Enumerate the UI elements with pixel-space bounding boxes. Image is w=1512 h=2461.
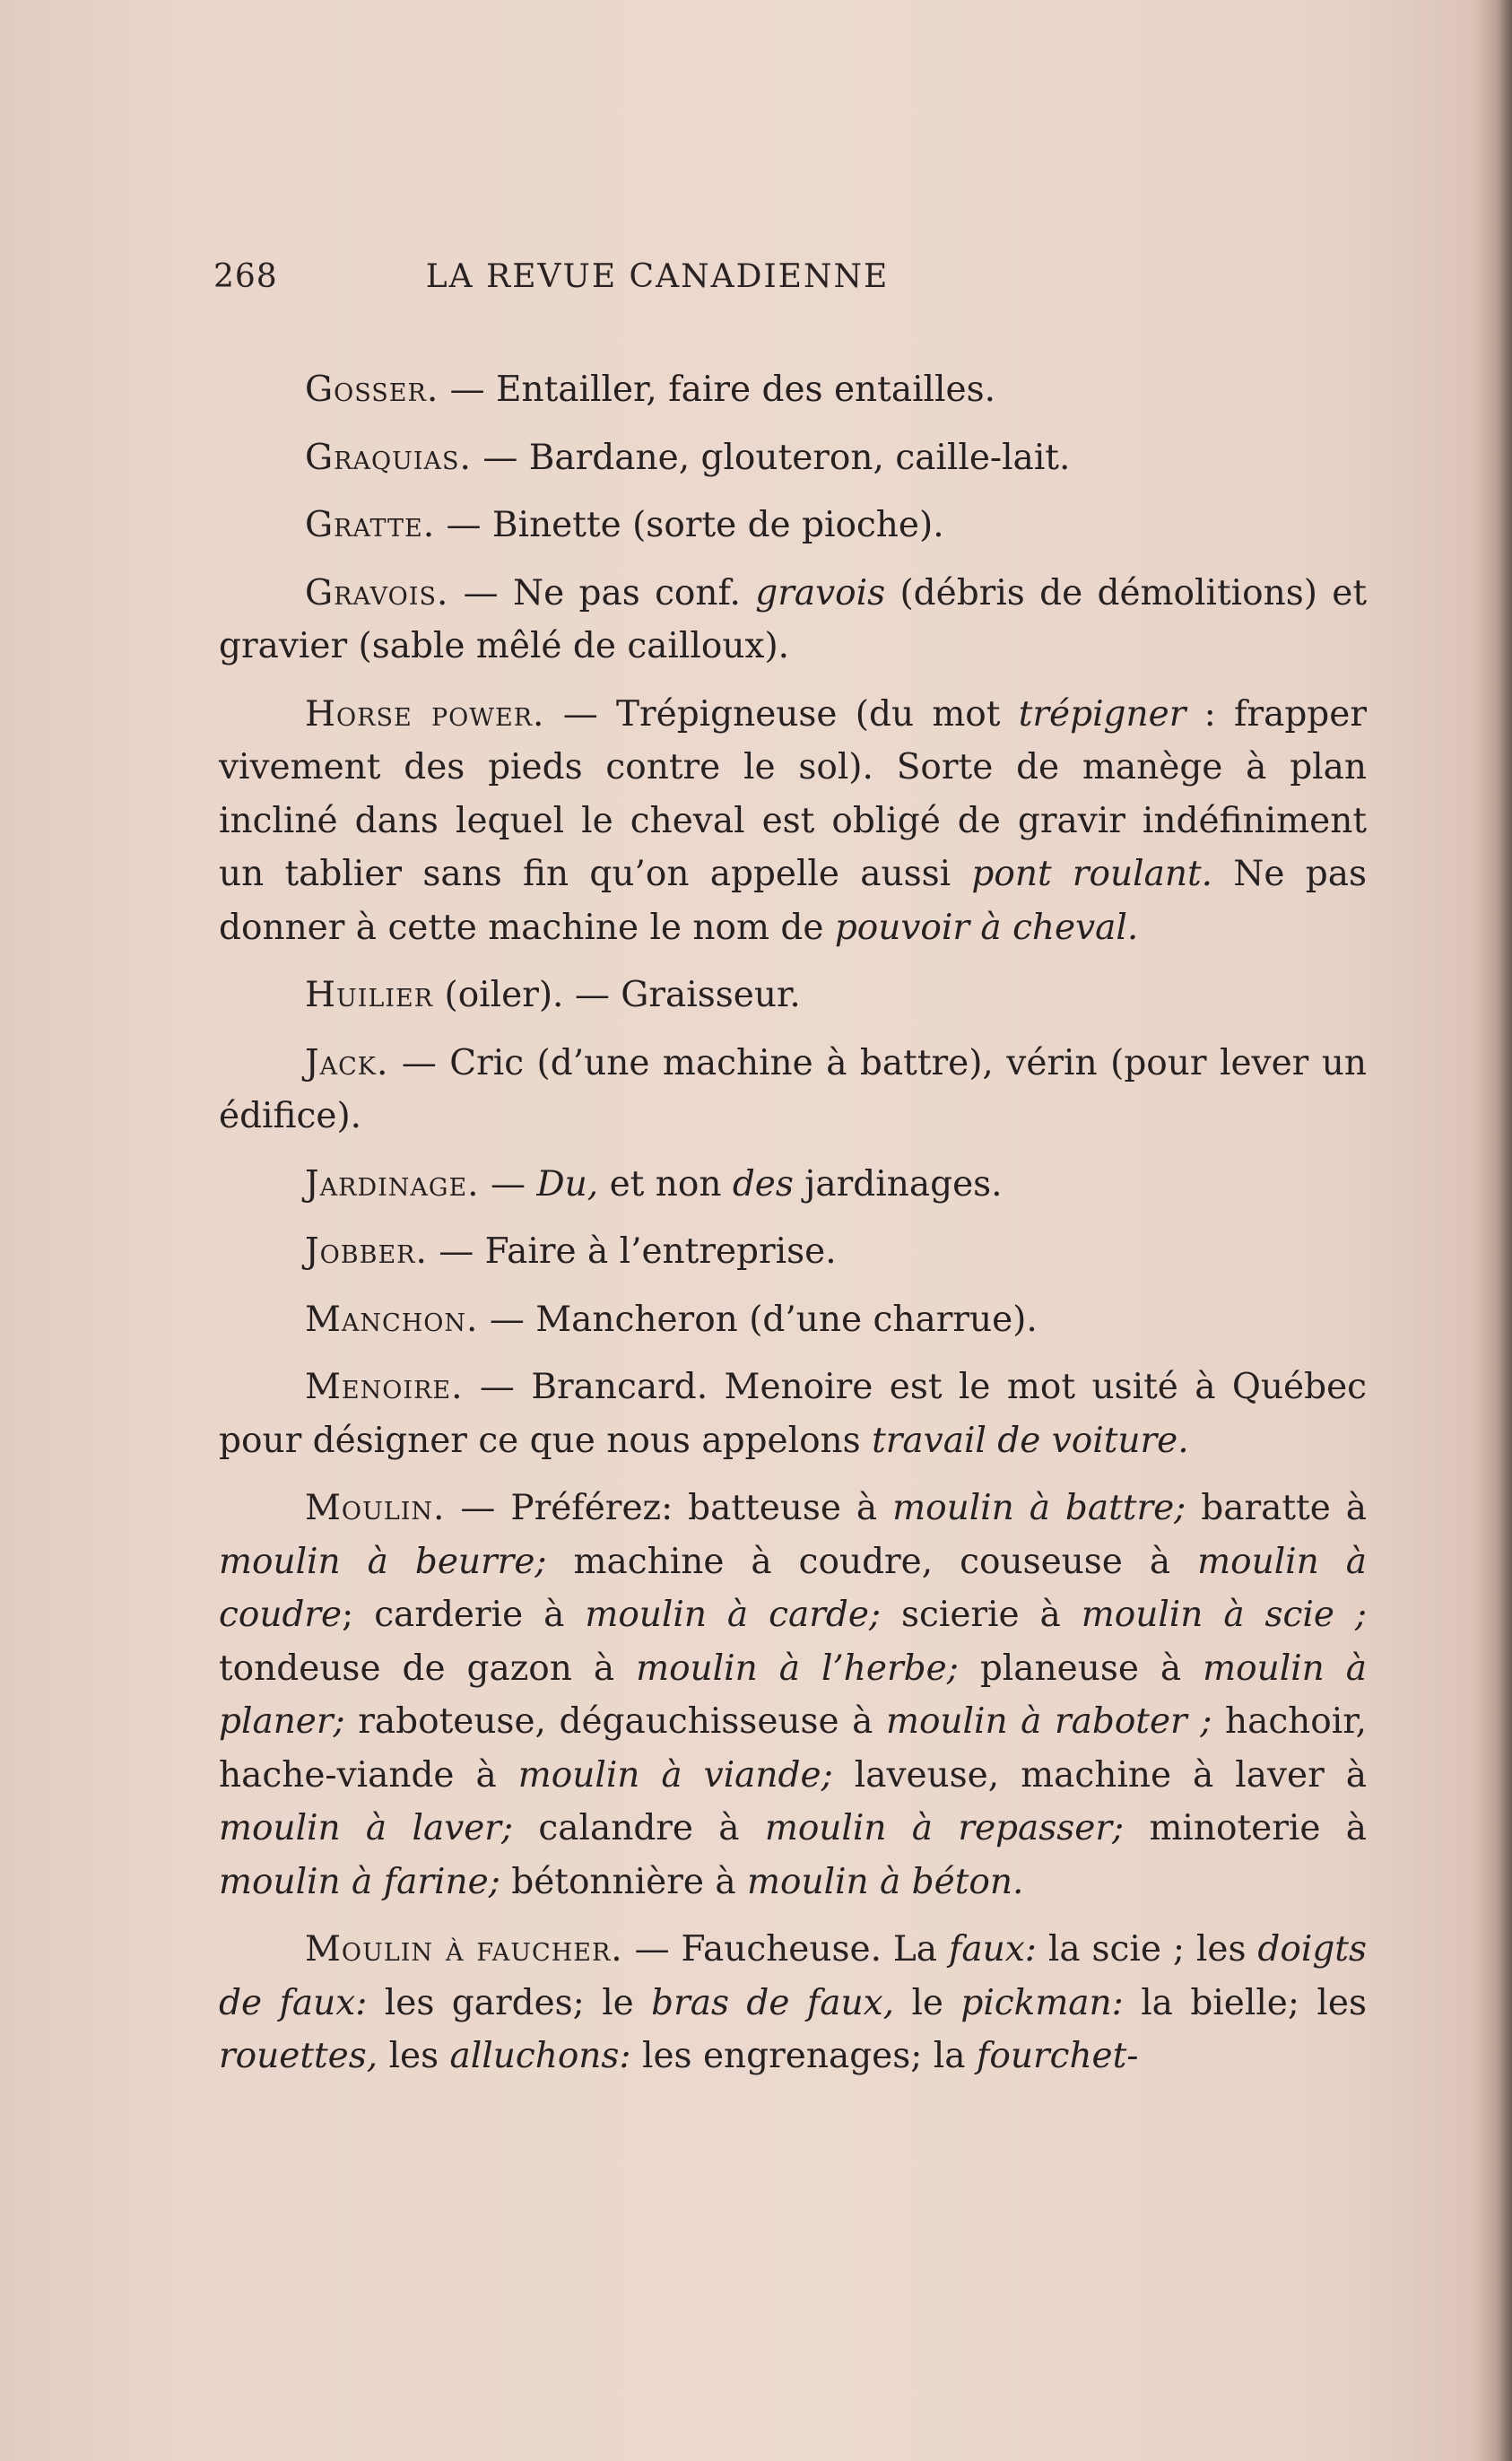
entry-italic-text: moulin à planer; — [219, 1648, 1367, 1742]
entry-italic-text: moulin à battre; — [892, 1488, 1186, 1528]
entry-text: la bielle; les — [1123, 1982, 1367, 2023]
entry-term: Gratte. — [305, 505, 436, 545]
glossary-entry — [219, 688, 1367, 955]
entry-italic-text: trépigner — [1018, 693, 1186, 735]
entry-text: — Ne pas conf. — [448, 572, 756, 613]
entry-italic-text: doigts de faux: — [219, 1929, 1367, 2023]
entry-term: Graquias. — [305, 437, 472, 478]
entry-italic-text: moulin à scie ; — [1081, 1595, 1367, 1635]
entry-text: baratte à — [1186, 1488, 1367, 1528]
entry-text: — Faucheuse. La — [622, 1929, 949, 1970]
entry-text: — Entailler, faire des entailles. — [439, 370, 995, 410]
entry-italic-text: pont roulant. — [971, 854, 1213, 894]
glossary-entry — [219, 1361, 1367, 1467]
entry-term: Gosser. — [305, 370, 439, 410]
entry-term: Jardinage. — [305, 1163, 480, 1204]
entry-term: Jobber. — [305, 1231, 428, 1272]
entry-text: (oiler). — Graisseur. — [433, 975, 801, 1015]
entry-italic-text: fourchet- — [976, 2036, 1139, 2076]
entry-italic-text: rouettes, — [219, 2036, 378, 2076]
entry-text: (débris de démolitions) et gravier (sable mêlé de cailloux). — [219, 572, 1367, 666]
entry-term: Menoire. — [305, 1367, 464, 1407]
entry-text: les engrenages; la — [630, 2036, 977, 2076]
entry-text: laveuse, machine à laver à — [832, 1754, 1368, 1796]
page-number: 268 — [213, 258, 278, 295]
entry-text: minoterie à — [1124, 1808, 1367, 1848]
entry-italic-text: faux: — [948, 1929, 1037, 1970]
entry-italic-text: pickman: — [960, 1982, 1124, 2023]
entry-italic-text: moulin à carde; — [585, 1595, 882, 1635]
glossary-entry — [219, 431, 1367, 485]
entry-text: les — [378, 2036, 450, 2076]
entry-text: — Binette (sorte de pioche). — [435, 505, 944, 545]
page-header — [213, 258, 1047, 303]
entry-term: Huilier — [305, 975, 434, 1015]
glossary-entry — [219, 1158, 1367, 1212]
entry-text: planeuse à — [958, 1648, 1204, 1689]
entry-italic-text: des — [732, 1163, 794, 1204]
entry-text: hachoir, hache-viande à — [219, 1701, 1367, 1796]
entry-italic-text: alluchons: — [449, 2036, 631, 2076]
entry-text: raboteuse, dégauchisseuse à — [344, 1701, 886, 1742]
entry-term: Jack. — [305, 1042, 389, 1083]
entry-text: — Cric (d’une machine à battre), vérin (pour lever un édifice). — [219, 1042, 1367, 1136]
glossary-entry — [219, 363, 1367, 417]
entry-italic-text: pouvoir à cheval. — [834, 907, 1139, 948]
entry-text: machine à coudre, couseuse à — [546, 1541, 1198, 1582]
entry-text: calandre à — [513, 1808, 765, 1848]
entry-italic-text: Du, — [536, 1163, 599, 1204]
entry-text: bétonnière à — [500, 1861, 747, 1902]
entry-text: — Mancheron (d’une charrue). — [478, 1299, 1038, 1340]
entry-term: Horse power. — [305, 693, 545, 735]
entry-text: — Faire à l’entreprise. — [427, 1231, 837, 1272]
glossary-entry — [219, 1482, 1367, 1909]
glossary-entry — [219, 499, 1367, 552]
entry-italic-text: moulin à béton. — [746, 1861, 1024, 1902]
entry-text: les gardes; le — [367, 1982, 652, 2023]
entry-italic-text: moulin à laver; — [219, 1808, 514, 1848]
entry-italic-text: bras de faux, — [651, 1982, 895, 2023]
entry-term: Moulin à faucher. — [305, 1929, 623, 1970]
glossary-entry — [219, 567, 1367, 674]
entry-text: scierie à — [881, 1595, 1082, 1635]
entry-italic-text: moulin à l’herbe; — [636, 1648, 959, 1689]
entry-italic-text: moulin à repasser; — [764, 1808, 1125, 1848]
entry-text: — — [479, 1163, 537, 1204]
entry-text: la scie ; les — [1036, 1929, 1258, 1970]
entry-text: — Bardane, glouteron, caille-lait. — [471, 437, 1071, 478]
glossary-entry — [219, 1225, 1367, 1279]
entry-text: — Trépigneuse (du mot — [544, 693, 1019, 735]
glossary-entry — [219, 1037, 1367, 1144]
entry-text: Ne pas donner à cette machine le nom de — [219, 854, 1367, 948]
entry-text: — Préférez: batteuse à — [445, 1488, 893, 1528]
entry-italic-text: moulin à farine; — [219, 1861, 500, 1902]
entry-italic-text: gravois — [755, 572, 886, 613]
entry-term: Manchon. — [305, 1299, 479, 1340]
entry-italic-text: moulin à raboter ; — [885, 1701, 1212, 1742]
entry-text: et non — [598, 1163, 733, 1204]
glossary-entry — [219, 969, 1367, 1022]
glossary-text — [219, 363, 1367, 2098]
entry-term: Moulin. — [305, 1488, 446, 1528]
page-gutter-shadow — [1476, 0, 1512, 2461]
entry-text: — Brancard. Menoire est le mot usité à Québec pour désigner ce que nous appelons — [219, 1367, 1367, 1461]
entry-text: : frapper vivement des pieds contre le sol). Sorte de manège à plan incliné dans lequel le cheval est obligé de gravir indéfiniment un tablier sans fin qu’on appelle aussi — [219, 693, 1367, 894]
glossary-entry — [219, 1293, 1367, 1347]
entry-text: tondeuse de gazon à — [219, 1648, 637, 1689]
glossary-entry — [219, 1923, 1367, 2083]
entry-italic-text: moulin à beurre; — [219, 1541, 547, 1582]
entry-text: jardinages. — [793, 1163, 1003, 1204]
entry-text: le — [894, 1982, 961, 2023]
entry-italic-text: travail de voiture. — [872, 1420, 1189, 1461]
entry-text: ; carderie à — [342, 1595, 586, 1635]
running-head: LA REVUE CANADIENNE — [425, 258, 890, 295]
entry-italic-text: moulin à coudre — [219, 1541, 1367, 1635]
entry-italic-text: moulin à viande; — [517, 1754, 833, 1796]
entry-term: Gravois. — [305, 572, 449, 613]
